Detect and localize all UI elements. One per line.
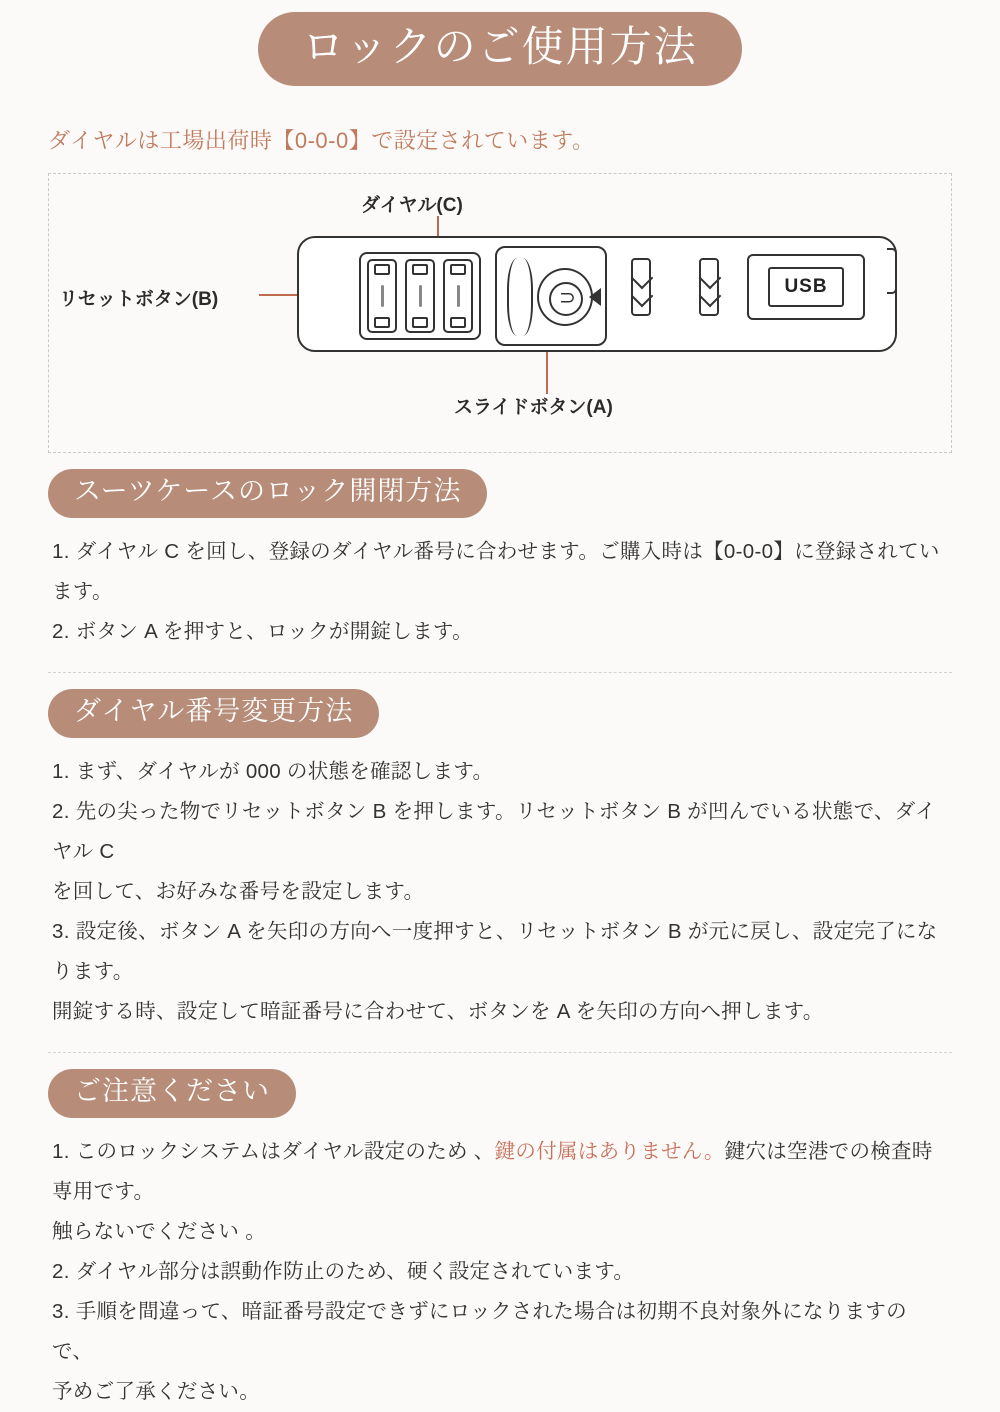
dial-wheel-3-icon [443, 259, 473, 333]
lock-edge-tab-icon [887, 248, 897, 294]
keyhole-outer-icon [537, 268, 593, 326]
slide-direction-arrow-icon [589, 288, 601, 306]
list-item: 予めご了承ください。 [52, 1379, 260, 1403]
latch-notch-2-icon [699, 258, 719, 316]
caution-highlight: 鍵の付属はありません。 [494, 1140, 725, 1164]
title-bar [0, 0, 1000, 86]
section-change-code [0, 689, 1000, 1032]
section-body-open-close [52, 532, 948, 652]
caution-text-pre: 1. このロックシステムはダイヤル設定のため 、 [52, 1140, 495, 1164]
lock-diagram [48, 173, 952, 453]
lock-body-illustration [297, 236, 897, 352]
section-heading-change-code: ダイヤル番号変更方法 [48, 689, 379, 738]
list-item: 3. 手順を間違って、暗証番号設定できずにロックされた場合は初期不良対象外になりますので、 [52, 1299, 907, 1363]
list-item: 2. ダイヤル部分は誤動作防止のため、硬く設定されています。 [52, 1259, 635, 1283]
usb-port-illustration [747, 254, 865, 320]
dial-group-illustration [359, 252, 481, 340]
latch-notch-1-icon [631, 258, 651, 316]
intro-note: ダイヤルは工場出荷時【0-0-0】で設定されています。 [48, 128, 595, 154]
list-item: を回して、お好みな番号を設定します。 [52, 880, 425, 904]
slide-grip-icon [507, 258, 533, 336]
section-heading-cautions: ご注意ください [48, 1069, 296, 1118]
page-title: ロックのご使用方法 [258, 12, 741, 86]
section-heading-open-close: スーツケースのロック開閉方法 [48, 469, 487, 518]
list-item: 2. ボタン A を押すと、ロックが開錠します。 [52, 620, 473, 644]
usb-label: USB [768, 267, 844, 307]
diagram-label-dial: ダイヤル(C) [361, 195, 463, 217]
list-item: 3. 設定後、ボタン A を矢印の方向へ一度押すと、リセットボタン B が元に戻し、設定完了になります。 [52, 920, 938, 984]
divider [48, 672, 952, 673]
section-body-cautions [52, 1132, 948, 1412]
slide-button-illustration [495, 246, 607, 346]
diagram-label-slide: スライドボタン(A) [454, 397, 613, 419]
divider [48, 1052, 952, 1053]
section-cautions [0, 1069, 1000, 1412]
keyhole-glyph-icon: ⊃ [559, 287, 576, 310]
list-item [52, 1132, 948, 1212]
keyhole-inner-icon [549, 282, 583, 316]
dial-wheel-2-icon [405, 259, 435, 333]
caution-text-post: 鍵穴は空港での検査時専用です。 [52, 1140, 933, 1203]
list-item: 1. ダイヤル C を回し、登録のダイヤル番号に合わせます。ご購入時は【0-0-0】に登録されています。 [52, 540, 940, 604]
list-item: 2. 先の尖った物でリセットボタン B を押します。リセットボタン B が凹んでいる状態で、ダイヤル C [52, 800, 936, 864]
list-item: 1. まず、ダイヤルが 000 の状態を確認します。 [52, 760, 494, 784]
section-open-close [0, 469, 1000, 652]
list-item: 触らないでください 。 [52, 1219, 266, 1243]
section-body-change-code [52, 752, 948, 1032]
list-item: 開錠する時、設定して暗証番号に合わせて、ボタンを A を矢印の方向へ押します。 [52, 1000, 824, 1023]
diagram-label-reset: リセットボタン(B) [59, 289, 219, 311]
dial-wheel-1-icon [367, 259, 397, 333]
